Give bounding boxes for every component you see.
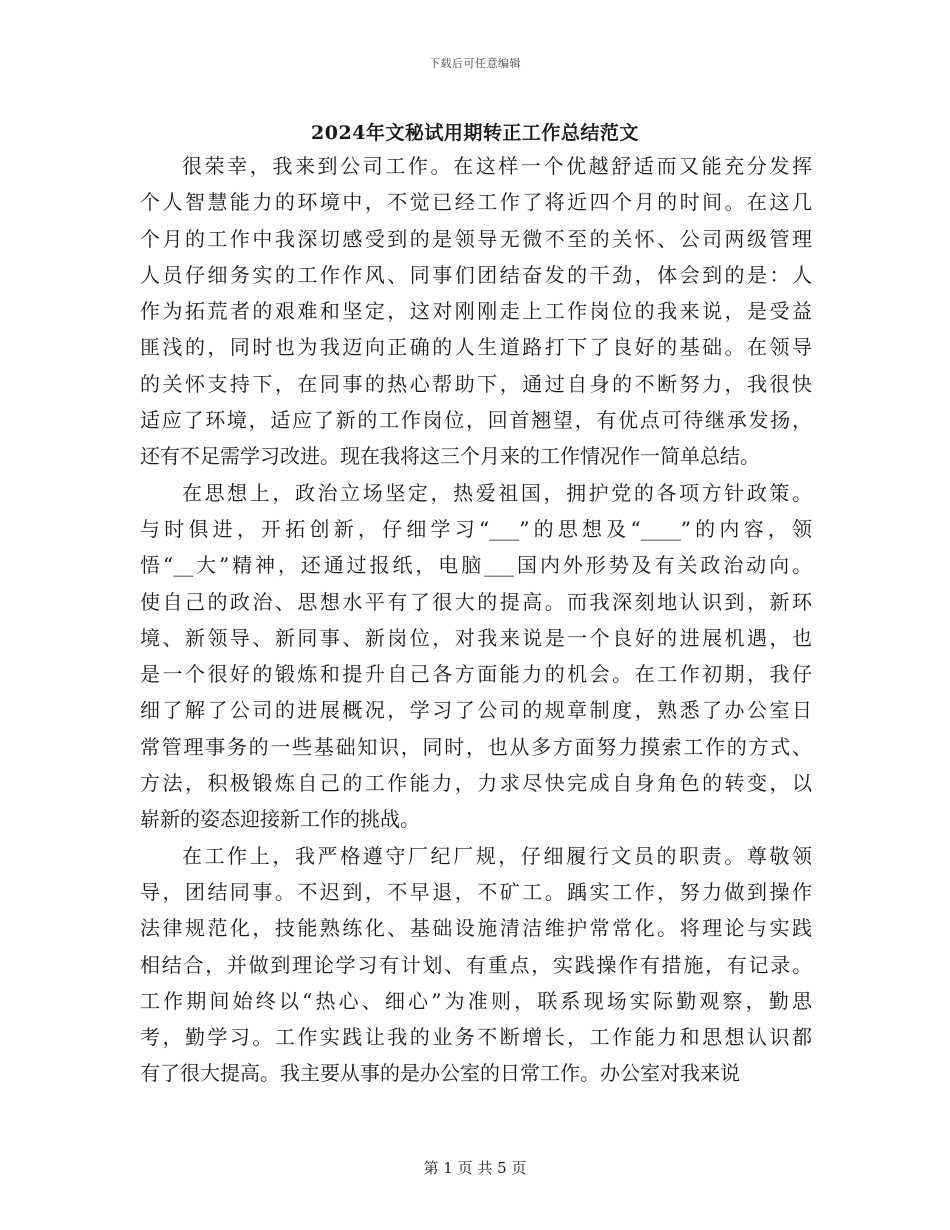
paragraph-line: 使自己的政治、思想水平有了很大的提高。而我深刻地认识到，新环 bbox=[140, 589, 812, 614]
paragraph-line: 还有不足需学习改进。现在我将这三个月来的工作情况作一简单总结。 bbox=[140, 444, 760, 469]
paragraph-line: 人员仔细务实的工作作风、同事们团结奋发的干劲，体会到的是：人 bbox=[140, 262, 812, 287]
paragraph-line: 考，勤学习。工作实践让我的业务不断增长，工作能力和思想认识都 bbox=[140, 1025, 812, 1050]
paragraph-line: 在思想上，政治立场坚定，热爱祖国，拥护党的各项方针政策。 bbox=[182, 480, 812, 505]
document-title: 2024年文秘试用期转正工作总结范文 bbox=[311, 122, 639, 144]
paragraph-line: 匪浅的，同时也为我迈向正确的人生道路打下了良好的基础。在领导 bbox=[140, 335, 812, 360]
paragraph-line: 相结合，并做到理论学习有计划、有重点，实践操作有措施，有记录。 bbox=[140, 952, 812, 977]
paragraph-line: 作为拓荒者的艰难和坚定，这对刚刚走上工作岗位的我来说，是受益 bbox=[140, 299, 812, 324]
paragraph-line: 崭新的姿态迎接新工作的挑战。 bbox=[140, 807, 420, 832]
paragraph-line: 悟“__大”精神，还通过报纸，电脑___国内外形势及有关政治动向。 bbox=[140, 553, 812, 578]
paragraph-line: 很荣幸，我来到公司工作。在这样一个优越舒适而又能充分发挥 bbox=[182, 154, 812, 178]
paragraph-line: 适应了环境，适应了新的工作岗位，回首翘望，有优点可待继承发扬， bbox=[140, 408, 812, 433]
paragraph-line: 有了很大提高。我主要从事的是办公室的日常工作。办公室对我来说 bbox=[140, 1061, 740, 1086]
paragraph-line: 在工作上，我严格遵守厂纪厂规，仔细履行文员的职责。尊敬领 bbox=[182, 843, 812, 868]
paragraph-line: 是一个很好的锻炼和提升自己各方面能力的机会。在工作初期，我仔 bbox=[140, 662, 812, 687]
paragraph-line: 个月的工作中我深切感受到的是领导无微不至的关怀、公司两级管理 bbox=[140, 226, 812, 251]
paragraph-line: 导，团结同事。不迟到，不早退，不矿工。踽实工作，努力做到操作 bbox=[140, 879, 812, 904]
paragraph-line: 的关怀支持下，在同事的热心帮助下，通过自身的不断努力，我很快 bbox=[140, 371, 812, 396]
paragraph-line: 境、新领导、新同事、新岗位，对我来说是一个良好的进展机遇，也 bbox=[140, 625, 812, 650]
header-note: 下载后可任意编辑 bbox=[429, 57, 521, 70]
paragraph-line: 细了解了公司的进展概况，学习了公司的规章制度，熟悉了办公室日 bbox=[140, 698, 812, 723]
page-number: 第 1 页 共 5 页 bbox=[423, 1159, 527, 1177]
paragraph-line: 方法，积极锻炼自己的工作能力，力求尽快完成自身角色的转变，以 bbox=[140, 771, 812, 796]
paragraph-line: 法律规范化，技能熟练化、基础设施清洁维护常常化。将理论与实践 bbox=[140, 916, 812, 941]
paragraph-line: 工作期间始终以“热心、细心”为准则，联系现场实际勤观察，勤思 bbox=[140, 988, 812, 1013]
document-body bbox=[140, 148, 812, 1092]
paragraph-line: 个人智慧能力的环境中，不觉已经工作了将近四个月的时间。在这几 bbox=[140, 190, 812, 215]
paragraph-line: 与时俱进，开拓创新，仔细学习“___”的思想及“____”的内容，领 bbox=[140, 516, 812, 541]
paragraph-line: 常管理事务的一些基础知识，同时，也从多方面努力摸索工作的方式、 bbox=[140, 734, 812, 759]
